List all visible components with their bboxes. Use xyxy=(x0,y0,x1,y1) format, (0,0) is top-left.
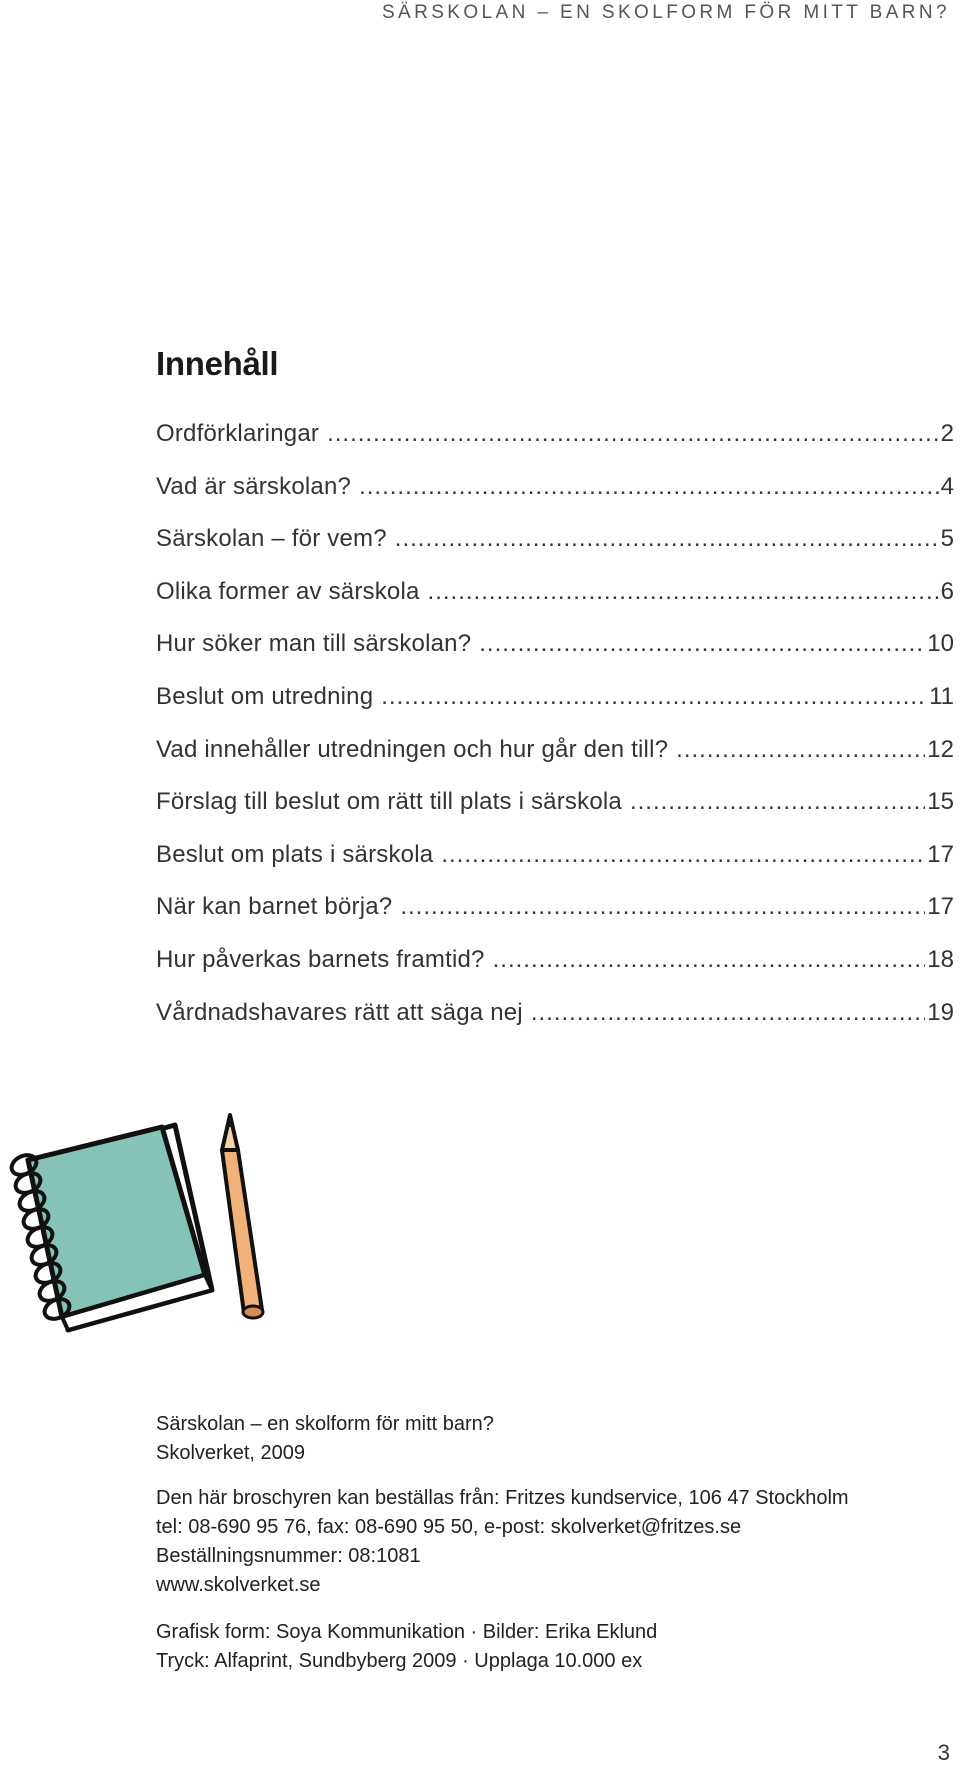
toc-entry-page: 15 xyxy=(927,788,954,816)
toc-title: Innehåll xyxy=(156,345,279,382)
toc-entry-page: 5 xyxy=(940,525,954,553)
toc-entry-page: 6 xyxy=(940,577,954,605)
toc-entry-label: Beslut om utredning xyxy=(156,682,374,710)
toc-entry-vardnadshavares-ratt[interactable] xyxy=(156,999,954,1052)
toc-entry-label: Vad innehåller utredningen och hur går den till? xyxy=(156,735,669,763)
colophon-publisher: Skolverket, 2009 xyxy=(156,1442,305,1464)
spiral-notebook-icon xyxy=(8,1125,212,1330)
toc-leader-dots xyxy=(359,473,939,501)
toc-leader-dots xyxy=(630,788,925,816)
colophon-order-number: Beställningsnummer: 08:1081 xyxy=(156,1545,421,1567)
toc-entry-label: Vad är särskolan? xyxy=(156,472,352,500)
toc-entry-label: Ordförklaringar xyxy=(156,420,320,447)
toc-entry-hur-paverkas-framtid[interactable] xyxy=(156,946,954,999)
toc-list xyxy=(156,420,954,1051)
toc-entry-label: Olika former av särskola xyxy=(156,577,420,605)
toc-leader-dots xyxy=(395,525,939,553)
toc-entry-label: Särskolan – för vem? xyxy=(156,525,387,553)
toc-leader-dots xyxy=(400,893,925,921)
toc-entry-ordforklaringar[interactable] xyxy=(156,420,954,473)
colophon xyxy=(156,1410,946,1676)
pencil-icon xyxy=(222,1113,263,1318)
toc-entry-page: 17 xyxy=(927,840,954,868)
toc-entry-label: Beslut om plats i särskola xyxy=(156,840,434,868)
toc-leader-dots xyxy=(441,841,925,869)
toc-leader-dots xyxy=(531,999,925,1027)
toc-leader-dots xyxy=(428,578,939,606)
toc-entry-page: 19 xyxy=(927,998,954,1026)
toc-entry-vad-innehaller-utredningen[interactable] xyxy=(156,736,954,789)
toc-entry-olika-former[interactable] xyxy=(156,578,954,631)
toc-entry-page: 17 xyxy=(927,893,954,921)
toc-leader-dots xyxy=(493,946,926,974)
toc-entry-page: 10 xyxy=(927,630,954,658)
toc-entry-sarskolan-for-vem[interactable] xyxy=(156,525,954,578)
toc-entry-beslut-om-plats[interactable] xyxy=(156,841,954,894)
toc-leader-dots xyxy=(479,630,925,658)
toc-entry-forslag-till-beslut[interactable] xyxy=(156,788,954,841)
toc-entry-vad-ar-sarskolan[interactable] xyxy=(156,473,954,526)
toc-entry-label: Hur påverkas barnets framtid? xyxy=(156,945,485,973)
toc-entry-page: 18 xyxy=(927,945,954,973)
running-head: SÄRSKOLAN – EN SKOLFORM FÖR MITT BARN? xyxy=(381,2,950,23)
toc-entry-page: 2 xyxy=(940,420,954,447)
colophon-credits-design: Grafisk form: Soya Kommunikation · Bilder: Erika Eklund xyxy=(156,1621,658,1643)
toc-entry-label: När kan barnet börja? xyxy=(156,893,393,921)
toc-entry-nar-kan-barnet-borja[interactable] xyxy=(156,893,954,946)
colophon-contact: tel: 08-690 95 76, fax: 08-690 95 50, e-post: skolverket@fritzes.se xyxy=(156,1516,742,1538)
toc-entry-label: Vårdnadshavares rätt att säga nej xyxy=(156,998,523,1026)
toc-leader-dots xyxy=(381,683,927,711)
colophon-order-info: Den här broschyren kan beställas från: Fritzes kundservice, 106 47 Stockholm xyxy=(156,1487,849,1509)
toc-leader-dots xyxy=(327,420,939,448)
toc-leader-dots xyxy=(676,736,925,764)
toc-entry-label: Förslag till beslut om rätt till plats i särskola xyxy=(156,788,622,816)
toc-entry-page: 12 xyxy=(927,735,954,763)
toc-entry-page: 11 xyxy=(929,682,954,710)
toc-entry-beslut-om-utredning[interactable] xyxy=(156,683,954,736)
toc-entry-page: 4 xyxy=(940,472,954,500)
toc-entry-label: Hur söker man till särskolan? xyxy=(156,630,472,658)
notebook-and-pencil-illustration xyxy=(0,1105,290,1345)
toc-entry-hur-soker-man[interactable] xyxy=(156,630,954,683)
colophon-title: Särskolan – en skolform för mitt barn? xyxy=(156,1413,494,1435)
colophon-website-link[interactable]: www.skolverket.se xyxy=(156,1574,321,1596)
colophon-credits-print: Tryck: Alfaprint, Sundbyberg 2009 · Upplaga 10.000 ex xyxy=(156,1650,643,1672)
page-number: 3 xyxy=(937,1740,950,1765)
